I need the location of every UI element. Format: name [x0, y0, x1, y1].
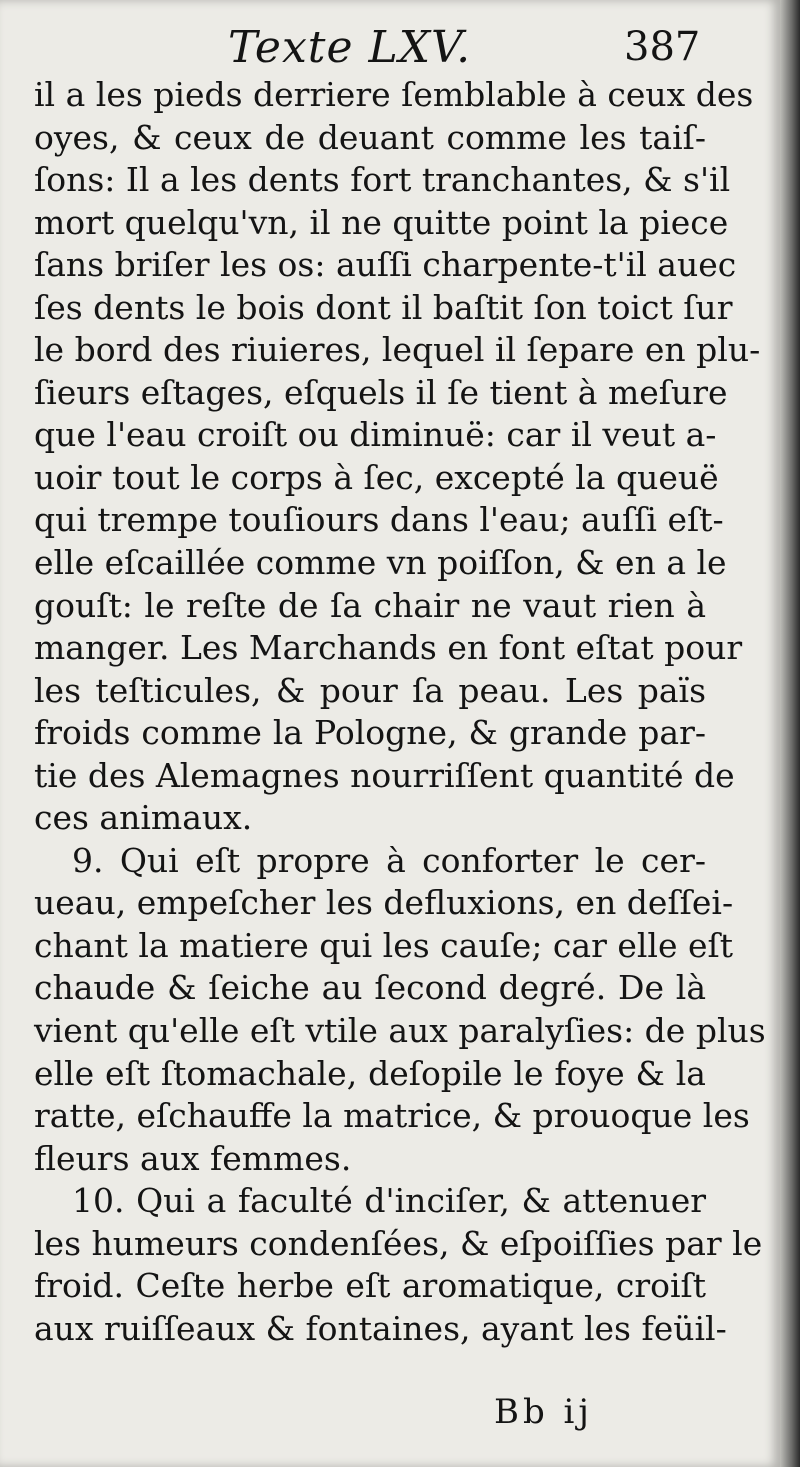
page-edge-shadow	[780, 0, 800, 1467]
text-line: qui trempe touſiours dans l'eau; auſſi eſt-	[34, 500, 724, 540]
page-number: 387	[624, 24, 701, 70]
running-title: Texte LXV.	[228, 22, 472, 73]
text-line: tie des Alemagnes nourriſſent quantité de	[34, 755, 735, 795]
text-line: ces animaux.	[34, 798, 253, 838]
text-line: fleurs aux femmes.	[34, 1138, 352, 1178]
text-line: froids comme la Pologne, & grande par-	[34, 713, 706, 753]
text-line: froid. Ceſte herbe eſt aromatique, croiſt	[34, 1266, 706, 1306]
text-line: ſieurs eſtages, eſquels il ſe tient à meſure	[34, 372, 728, 412]
text-line: uoir tout le corps à ſec, excepté la queuë	[34, 457, 719, 497]
text-line: les teſticules, & pour ſa peau. Les païs	[34, 670, 706, 710]
text-line: ſes dents le bois dont il baſtit ſon toict ſur	[34, 287, 733, 327]
text-line: que l'eau croiſt ou diminuë: car il veut a-	[34, 415, 717, 455]
text-line: ratte, eſchauffe la matrice, & prouoque les	[34, 1096, 750, 1136]
text-line: oyes, & ceux de deuant comme les taiſ-	[34, 117, 706, 157]
text-line: aux ruiſſeaux & fontaines, ayant les feüil-	[34, 1308, 727, 1348]
text-line: manger. Les Marchands en font eſtat pour	[34, 628, 743, 668]
text-line: ſans briſer les os: auſſi charpente-t'il auec	[34, 245, 737, 285]
body-text	[34, 74, 766, 1350]
text-line: 10. Qui a faculté d'inciſer, & attenuer	[72, 1181, 706, 1221]
text-line: chaude & ſeiche au ſecond degré. De là	[34, 968, 706, 1008]
text-line: ſons: Il a les dents fort tranchantes, & s'il	[34, 160, 731, 200]
text-line: ueau, empeſcher les defluxions, en deſſei-	[34, 883, 734, 923]
text-line: il a les pieds derriere ſemblable à ceux des	[34, 75, 754, 114]
text-line: vient qu'elle eſt vtile aux paralyſies: de plus	[34, 1011, 766, 1051]
signature-mark: Bb ij	[494, 1392, 593, 1432]
text-line: le bord des riuieres, lequel il ſepare en plu-	[34, 330, 761, 370]
text-line: elle eſt ſtomachale, deſopile le foye & la	[34, 1053, 706, 1093]
text-line: chant la matiere qui les cauſe; car elle eſt	[34, 925, 734, 965]
text-line: elle eſcaillée comme vn poiſſon, & en a le	[34, 543, 727, 583]
text-line: gouſt: le reſte de ſa chair ne vaut rien à	[34, 585, 706, 625]
text-line: 9. Qui eſt propre à conforter le cer-	[72, 840, 706, 880]
text-line: mort quelqu'vn, il ne quitte point la piece	[34, 202, 729, 242]
page-header	[0, 20, 780, 80]
text-line: les humeurs condenſées, & eſpoiſſies par le	[34, 1223, 763, 1263]
